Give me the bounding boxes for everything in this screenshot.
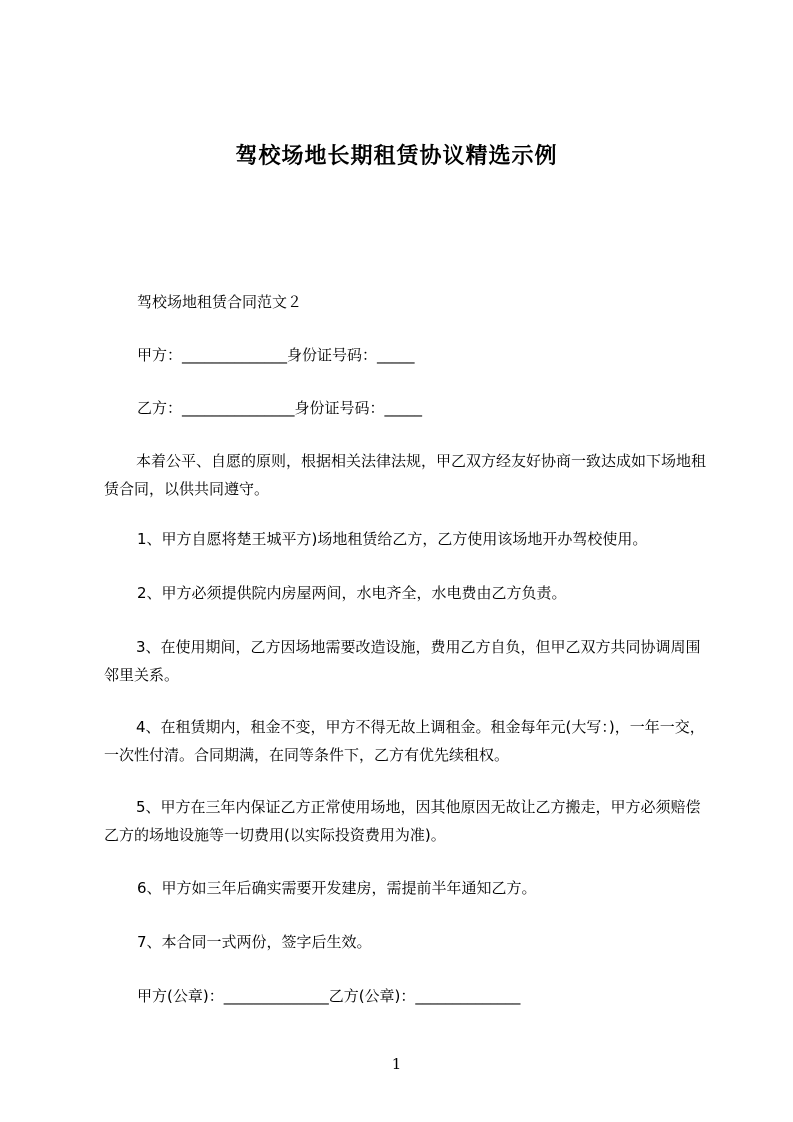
clause-1: 1、甲方自愿将楚王城平方)场地租赁给乙方，乙方使用该场地开办驾校使用。 <box>137 530 648 548</box>
document-subtitle: 驾校场地租赁合同范文２ <box>137 293 303 311</box>
clause-5: 5、甲方在三年内保证乙方正常使用场地，因其他原因无故让乙方搬走，甲方必须赔偿乙方的场地设施等一切费用(以实际投资费用为准)。 <box>104 798 701 844</box>
clause-3: 3、在使用期间，乙方因场地需要改造设施，费用乙方自负，但甲乙双方共同协调周围邻里关系。 <box>104 638 701 684</box>
clause-6: 6、甲方如三年后确实需要开发建房，需提前半年通知乙方。 <box>137 879 537 897</box>
clause-4: 4、在租赁期内，租金不变，甲方不得无故上调租金。租金每年元(大写：)，一年一交，一次性付清。合同期满，在同等条件下，乙方有优先续租权。 <box>104 718 705 764</box>
clause-2: 2、甲方必须提供院内房屋两间，水电齐全，水电费由乙方负责。 <box>137 584 567 602</box>
page-number: 1 <box>391 1055 402 1073</box>
party-a-line: 甲方：______________身份证号码：_____ <box>137 346 415 364</box>
signature-line: 甲方(公章)：______________乙方(公章)：______________ <box>137 987 521 1005</box>
document-title: 驾校场地长期租赁协议精选示例 <box>235 144 558 169</box>
party-b-line: 乙方：_______________身份证号码：_____ <box>137 399 423 417</box>
clause-7: 7、本合同一式两份，签字后生效。 <box>137 933 372 951</box>
preamble-paragraph: 本着公平、自愿的原则，根据相关法律法规，甲乙双方经友好协商一致达成如下场地租赁合同，以供共同遵守。 <box>104 452 707 498</box>
